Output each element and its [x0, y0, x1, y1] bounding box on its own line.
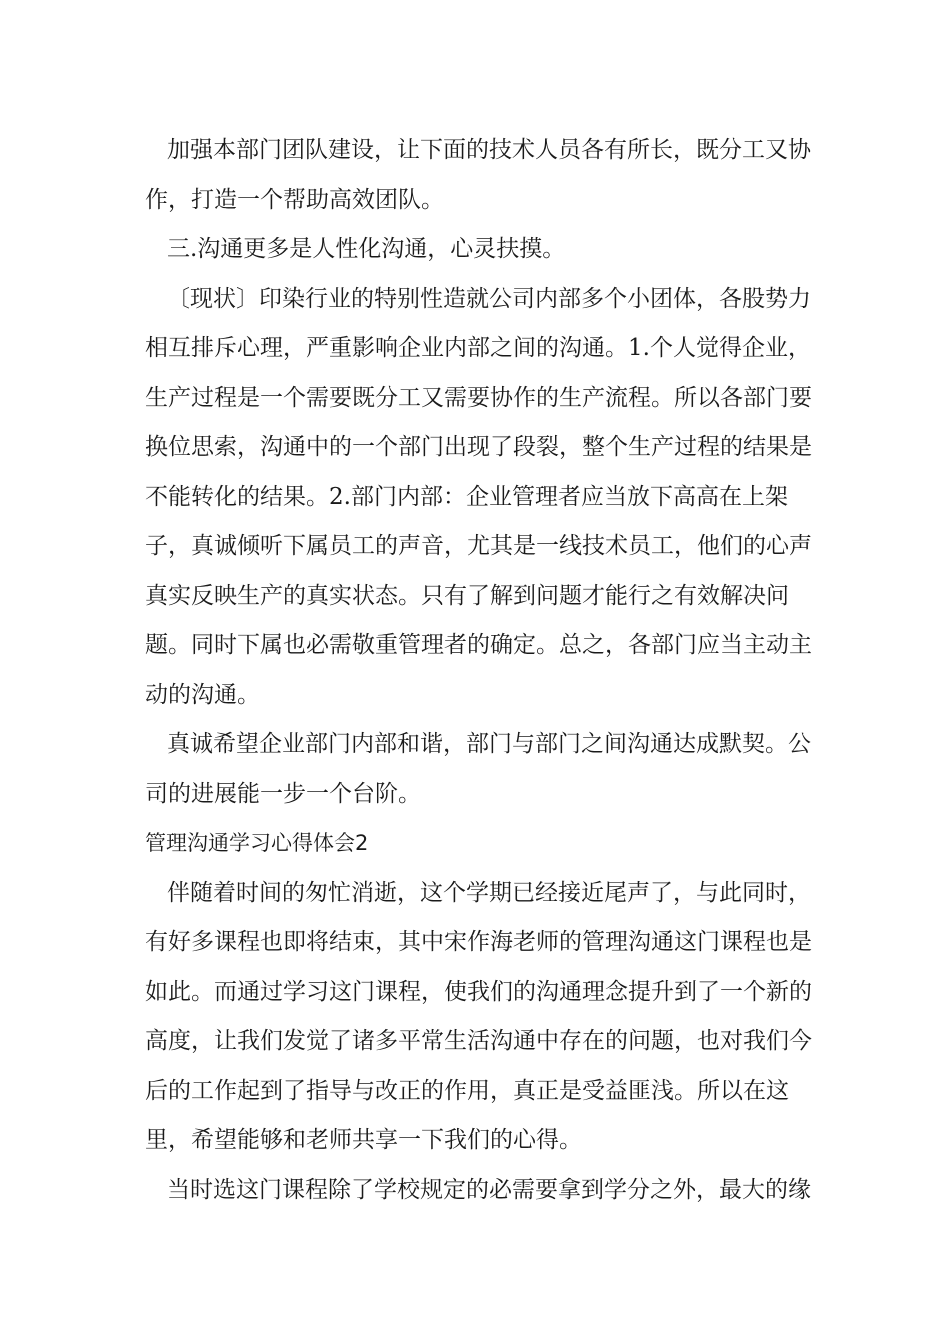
paragraph-hope: 真诚希望企业部门内部和谐，部门与部门之间沟通达成默契。公司的进展能一步一个台阶。 [145, 731, 811, 807]
paragraph-course-choice: 当时选这门课程除了学校规定的必需要拿到学分之外，最大的缘 [167, 1176, 811, 1203]
document-body [145, 126, 821, 1215]
paragraph-team-building: 加强本部门团队建设，让下面的技术人员各有所长，既分工又协作，打造一个帮助高效团队。 [145, 137, 811, 213]
paragraph-section-three: 三.沟通更多是人性化沟通，心灵扶摸。 [167, 236, 566, 262]
section-heading: 管理沟通学习心得体会2 [145, 831, 369, 855]
paragraph-semester-intro: 伴随着时间的匆忙消逝，这个学期已经接近尾声了，与此同时，有好多课程也即将结束，其中宋作海老师的管理沟通这门课程也是如此。而通过学习这门课程，使我们的沟通理念提升到了一个新的高度，让我们发觉了诸多平常生活沟通中存在的问题，也对我们今后的工作起到了指导与改正的作用，真正是受益匪浅。所以在这里，希望能够和老师共享一下我们的心得。 [145, 879, 812, 1153]
paragraph-current-status: 〔现状〕印染行业的特别性造就公司内部多个小团体，各股势力相互排斥心理，严重影响企业内部之间的沟通。1.个人觉得企业，生产过程是一个需要既分工又需要协作的生产流程。所以各部门要换位思索，沟通中的一个部门出现了段裂，整个生产过程的结果是不能转化的结果。2.部门内部：企业管理者应当放下高高在上架子，真诚倾听下属员工的声音，尤其是一线技术员工，他们的心声真实反映生产的真实状态。只有了解到问题才能行之有效解决问题。同时下属也必需敬重管理者的确定。总之，各部门应当主动主动的沟通。 [145, 285, 812, 708]
